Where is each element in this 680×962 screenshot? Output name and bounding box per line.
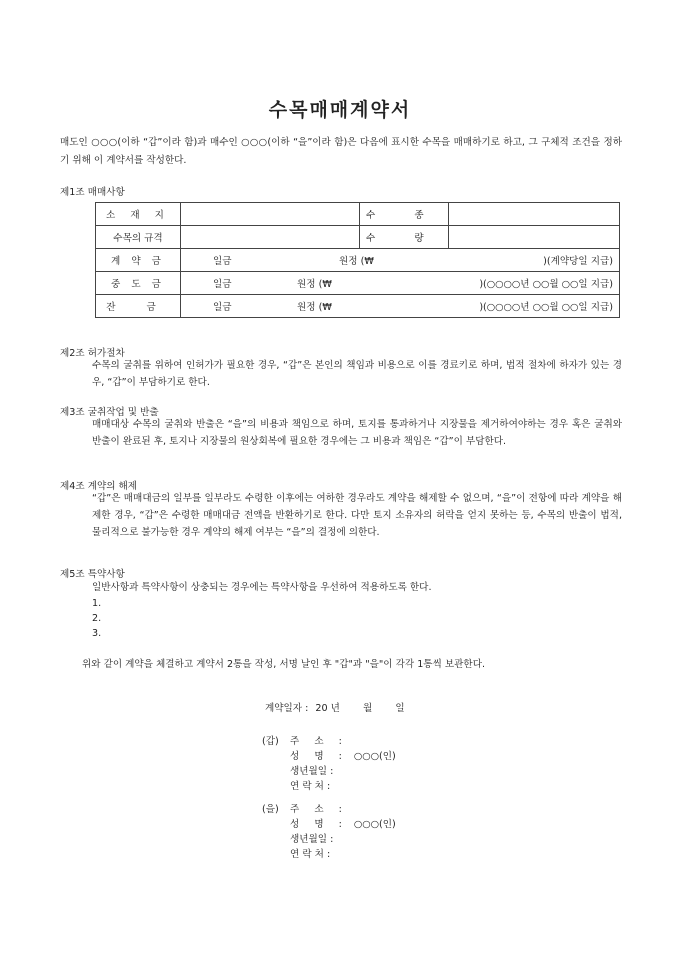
balance-won: 원정 (₩ xyxy=(297,302,332,313)
party-a-birth-label: 생년월일 : xyxy=(290,766,334,777)
party-a-contact-label: 연 락 처 : xyxy=(290,781,331,792)
party-a-tag: (갑) xyxy=(262,736,279,747)
middle-won: 원정 (₩ xyxy=(297,279,332,290)
contract-amount: 일금 xyxy=(213,256,232,267)
closing-statement: 위와 같이 계약을 체결하고 계약서 2통을 작성, 서명 날인 후 "갑"과 "을"이 각각 1통씩 보관한다. xyxy=(82,659,486,670)
balance-label: 잔 금 xyxy=(96,295,181,318)
species-cell xyxy=(448,203,619,226)
intro-paragraph: 매도인 ○○○(이하 “갑”이라 함)과 매수인 ○○○(이하 “을”이라 함)은 다음에 표시한 수목을 매매하기로 하고, 그 구체적 조건을 정하기 위해 이 계약서를 작성한다. xyxy=(60,137,622,166)
party-a-block xyxy=(262,734,396,794)
date-label: 계약일자 : xyxy=(265,703,309,714)
quantity-label: 수 량 xyxy=(360,226,449,249)
list-item: 1. xyxy=(92,598,102,609)
party-a-address-label: 주 소 : xyxy=(290,736,348,747)
spec-cell xyxy=(181,226,360,249)
article-4-heading: 제4조 계약의 해제 xyxy=(60,481,138,492)
article-3-heading: 제3조 굴취작업 및 반출 xyxy=(60,407,159,418)
article-5-heading: 제5조 특약사항 xyxy=(60,569,125,580)
middle-payment-label: 중 도 금 xyxy=(96,272,181,295)
date-year: 20 년 xyxy=(315,703,340,714)
date-month: 월 xyxy=(363,703,373,714)
table-row xyxy=(96,249,620,272)
article-2-text: 수목의 굴취를 위하여 인허가가 필요한 경우, “갑”은 본인의 책임과 비용으로 이를 경료키로 하며, 법적 절차에 하자가 있는 경우, “갑”이 부담하기로 한다. xyxy=(92,360,622,388)
table-row xyxy=(96,272,620,295)
list-item: 2. xyxy=(92,613,102,624)
balance-note: )(○○○○년 ○○월 ○○일 지급) xyxy=(479,302,613,313)
table-row xyxy=(96,295,620,318)
location-label: 소 재 지 xyxy=(96,203,181,226)
table-row xyxy=(96,203,620,226)
middle-payment-cell xyxy=(181,272,620,295)
location-cell xyxy=(181,203,360,226)
party-b-name-value: ○○○(인) xyxy=(353,819,396,830)
middle-amount: 일금 xyxy=(213,279,232,290)
party-b-name-label: 성 명 : xyxy=(290,819,348,830)
article-5-text: 일반사항과 특약사항이 상충되는 경우에는 특약사항을 우선하여 적용하도록 한다. xyxy=(92,582,432,593)
species-label: 수 종 xyxy=(360,203,449,226)
article-1-heading: 제1조 매매사항 xyxy=(60,187,125,198)
quantity-cell xyxy=(448,226,619,249)
article-4-text: “갑”은 매매대금의 일부를 일부라도 수령한 이후에는 여하한 경우라도 계약을 해제할 수 없으며, “을”이 전항에 따라 계약을 해제한 경우, “갑”은 수령한 매매대금 전액을 반환하기로 한다. 다만 토지 소유자의 허락을 얻지 못하는 등, 수목의 반출이 법적, 물리적으로 불가능한 경우 계약의 해제 여부는 “을”의 결정에 의한다. xyxy=(92,493,622,538)
party-a-name-label: 성 명 : xyxy=(290,751,348,762)
article-3-text: 매매대상 수목의 굴취와 반출은 “을”의 비용과 책임으로 하며, 토지를 통과하거나 지장물을 제거하여야하는 경우 혹은 굴취와 반출이 완료된 후, 토지나 지장물의 원상회복에 필요한 경우에는 그 비용과 책임은 “갑”이 부담한다. xyxy=(92,419,622,447)
document-title: 수목매매계약서 xyxy=(268,99,412,121)
article-2-heading: 제2조 허가절차 xyxy=(60,348,125,359)
contract-note: )(계약당일 지급) xyxy=(543,256,613,267)
spec-label: 수목의 규격 xyxy=(96,226,181,249)
contract-won: 원정 (₩ xyxy=(339,256,374,267)
date-day: 일 xyxy=(395,703,405,714)
party-b-address-label: 주 소 : xyxy=(290,804,348,815)
balance-cell xyxy=(181,295,620,318)
sale-items-table xyxy=(95,202,620,318)
party-b-block xyxy=(262,802,396,862)
contract-deposit-label: 계 약 금 xyxy=(96,249,181,272)
middle-note: )(○○○○년 ○○월 ○○일 지급) xyxy=(479,279,613,290)
balance-amount: 일금 xyxy=(213,302,232,313)
party-b-birth-label: 생년월일 : xyxy=(290,834,334,845)
list-item: 3. xyxy=(92,628,102,639)
party-b-contact-label: 연 락 처 : xyxy=(290,849,331,860)
contract-date xyxy=(265,700,405,714)
table-row xyxy=(96,226,620,249)
party-b-tag: (을) xyxy=(262,804,279,815)
contract-deposit-cell xyxy=(181,249,620,272)
party-a-name-value: ○○○(인) xyxy=(353,751,396,762)
